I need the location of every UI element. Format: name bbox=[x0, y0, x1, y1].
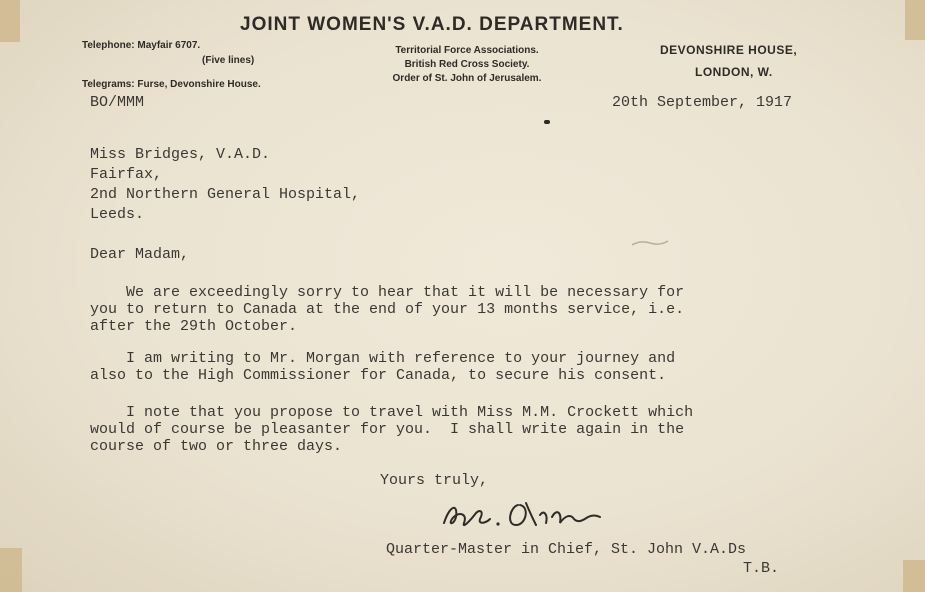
letterhead-telephone: Telephone: Mayfair 6707. bbox=[82, 40, 201, 51]
letter-date: 20th September, 1917 bbox=[612, 94, 793, 111]
letterhead-address-line1: DEVONSHIRE HOUSE, bbox=[660, 43, 798, 57]
closing: Yours truly, bbox=[380, 472, 489, 489]
paragraph-line: after the 29th October. bbox=[90, 318, 298, 335]
paragraph-line: would of course be pleasanter for you. I shall write again in the bbox=[90, 421, 685, 438]
paragraph-line: also to the High Commissioner for Canada, to secure his consent. bbox=[90, 367, 667, 384]
addressee-line: Fairfax, bbox=[90, 166, 163, 183]
organization-line: British Red Cross Society. bbox=[404, 59, 530, 70]
tape-bottom-right bbox=[903, 560, 925, 592]
paragraph-line: course of two or three days. bbox=[90, 438, 343, 455]
organization-line: Territorial Force Associations. bbox=[395, 45, 539, 56]
signer-title: Quarter-Master in Chief, St. John V.A.Ds bbox=[386, 541, 747, 558]
paragraph-1 bbox=[90, 284, 684, 335]
addressee-line: Leeds. bbox=[90, 206, 145, 223]
letterhead-title: JOINT WOMEN'S V.A.D. DEPARTMENT. bbox=[240, 14, 624, 35]
handwritten-signature bbox=[440, 495, 610, 535]
paper-stain bbox=[630, 238, 670, 248]
paragraph-line: We are exceedingly sorry to hear that it will be necessary for bbox=[90, 284, 685, 301]
letterhead-address-line2: LONDON, W. bbox=[695, 65, 773, 79]
letterhead-organizations bbox=[352, 44, 582, 86]
paragraph-line: I note that you propose to travel with Miss M.M. Crockett which bbox=[90, 404, 694, 421]
ink-dot bbox=[544, 120, 550, 124]
tape-top-right bbox=[905, 0, 925, 40]
tape-top-left bbox=[0, 0, 20, 42]
addressee-line: 2nd Northern General Hospital, bbox=[90, 186, 361, 203]
letterhead-telephone-lines: (Five lines) bbox=[202, 55, 255, 66]
paragraph-2 bbox=[90, 350, 675, 384]
salutation: Dear Madam, bbox=[90, 246, 190, 263]
paragraph-line: I am writing to Mr. Morgan with reference to your journey and bbox=[90, 350, 676, 367]
letter-reference: BO/MMM bbox=[90, 94, 145, 111]
tape-bottom-left bbox=[0, 548, 22, 592]
organization-line: Order of St. John of Jerusalem. bbox=[392, 73, 542, 84]
paragraph-line: you to return to Canada at the end of your 13 months service, i.e. bbox=[90, 301, 685, 318]
typist-initials: T.B. bbox=[743, 560, 780, 577]
letterhead-telegrams: Telegrams: Furse, Devonshire House. bbox=[82, 79, 261, 90]
addressee-block bbox=[90, 145, 360, 225]
addressee-line: Miss Bridges, V.A.D. bbox=[90, 146, 271, 163]
paragraph-3 bbox=[90, 404, 693, 455]
